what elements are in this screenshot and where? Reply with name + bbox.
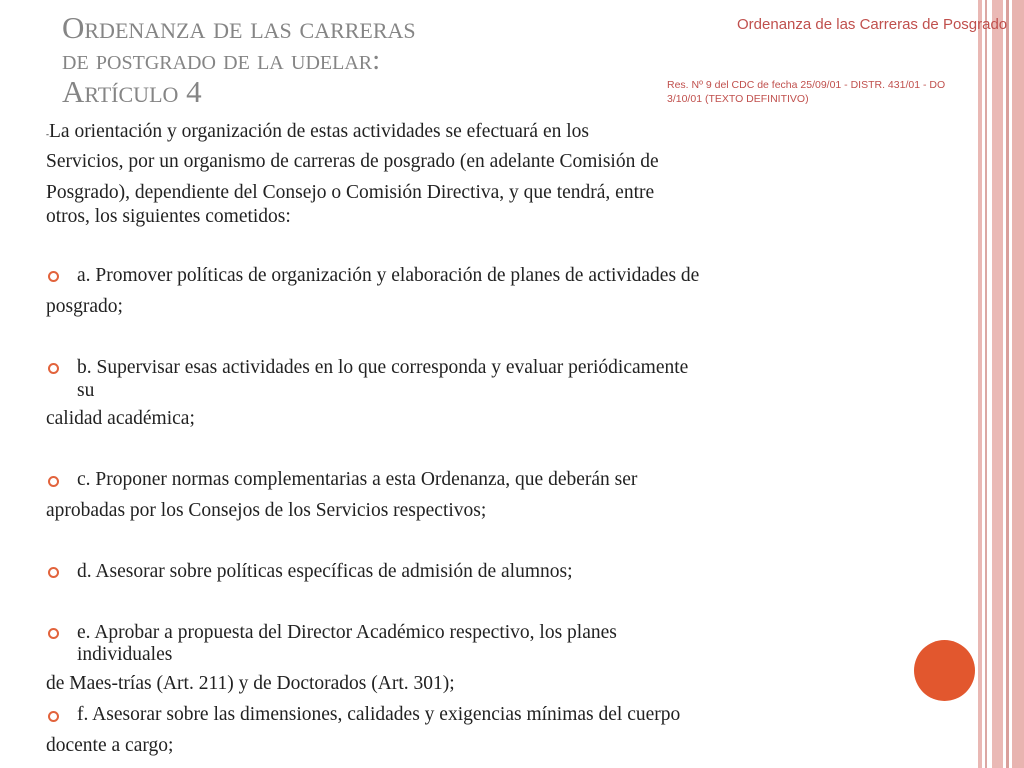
list-item-wrap: individuales	[77, 644, 173, 665]
bullet-icon	[48, 271, 59, 282]
bullet-icon	[48, 476, 59, 487]
intro-line: otros, los siguientes cometidos:	[46, 206, 291, 227]
intro-line: Servicios, por un organismo de carreras de posgrado (en adelante Comisión de	[46, 151, 659, 172]
list-item: d. Asesorar sobre políticas específicas de admisión de alumnos;	[77, 561, 573, 582]
bullet-icon	[48, 628, 59, 639]
decorative-stripe	[978, 0, 982, 768]
list-item: c. Proponer normas complementarias a esta Ordenanza, que deberán ser	[77, 469, 638, 490]
slide-title	[62, 12, 416, 108]
intro-dash: -	[46, 129, 49, 139]
list-item-wrap: su	[77, 380, 95, 401]
reference-note: Res. Nº 9 del CDC de fecha 25/09/01 - DISTR. 431/01 - DO 3/10/01 (TEXTO DEFINITIVO)	[667, 79, 946, 105]
title-line: Artículo 4	[62, 74, 202, 109]
list-item: a. Promover políticas de organización y elaboración de planes de actividades de	[77, 265, 700, 286]
bullet-icon	[48, 711, 59, 722]
reference-heading: Ordenanza de las Carreras de Posgrado	[737, 16, 1008, 33]
intro-line	[46, 121, 589, 143]
list-item-continuation: docente a cargo;	[46, 735, 174, 756]
list-item-continuation: posgrado;	[46, 296, 123, 317]
list-item-continuation: aprobadas por los Consejos de los Servicios respectivos;	[46, 500, 487, 521]
decorative-stripe	[985, 0, 987, 768]
decorative-stripe	[1012, 0, 1024, 768]
intro-text: La orientación y organización de estas actividades se efectuará en los	[49, 121, 589, 142]
list-item: b. Supervisar esas actividades en lo que corresponda y evaluar periódicamente	[77, 357, 689, 378]
title-line: de postgrado de la udelar:	[62, 44, 381, 76]
list-item-continuation: de Maes-trías (Art. 211) y de Doctorados (Art. 301);	[46, 673, 455, 694]
title-line: Ordenanza de las carreras	[62, 10, 416, 45]
list-item-continuation: calidad académica;	[46, 408, 195, 429]
bullet-icon	[48, 567, 59, 578]
intro-line: Posgrado), dependiente del Consejo o Comisión Directiva, y que tendrá, entre	[46, 182, 655, 203]
decorative-stripe	[1006, 0, 1009, 768]
decorative-stripe	[992, 0, 1003, 768]
decorative-circle	[914, 640, 975, 701]
list-item: e. Aprobar a propuesta del Director Académico respectivo, los planes	[77, 622, 617, 643]
bullet-icon	[48, 363, 59, 374]
list-item: f. Asesorar sobre las dimensiones, calidades y exigencias mínimas del cuerpo	[77, 704, 681, 725]
